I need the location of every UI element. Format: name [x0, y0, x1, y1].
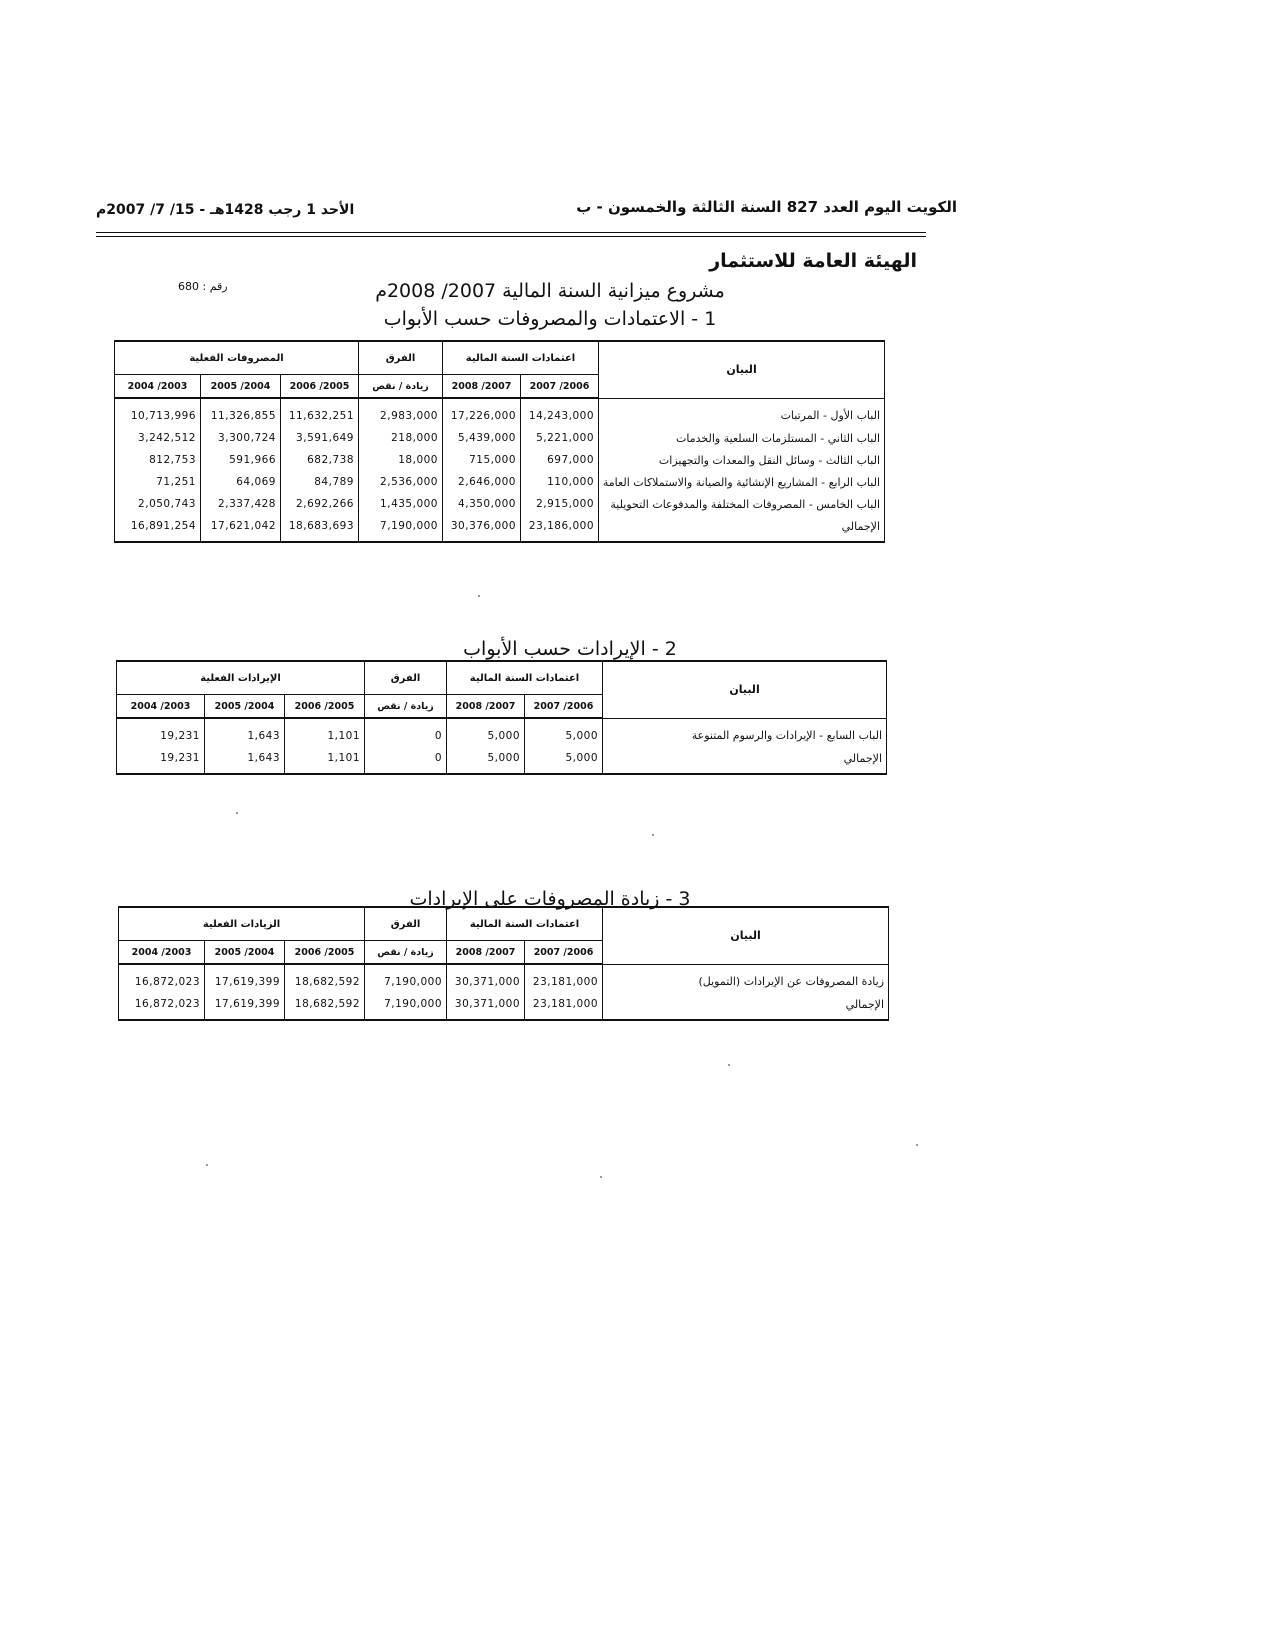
- table-cell: 5,000: [525, 747, 603, 774]
- table-cell: 2,646,000: [443, 471, 521, 493]
- header-rule-thin: [96, 236, 926, 237]
- scan-speck: [236, 812, 238, 814]
- table-cell: 715,000: [443, 449, 521, 471]
- table-cell: 1,435,000: [359, 493, 443, 515]
- table-cell: 1,101: [285, 718, 365, 747]
- table-cell: 2,692,266: [281, 493, 359, 515]
- column-subheader: 2006 /2005: [285, 695, 365, 719]
- column-subheader: 2006 /2005: [285, 941, 365, 965]
- table-cell: 3,591,649: [281, 427, 359, 449]
- table-cell: 7,190,000: [365, 964, 447, 993]
- table-row: [117, 747, 887, 774]
- table-cell: 16,872,023: [119, 964, 205, 993]
- table-cell: 16,872,023: [119, 993, 205, 1020]
- table-cell: 18,682,592: [285, 993, 365, 1020]
- description-header: البيان: [603, 661, 887, 718]
- table-row: [115, 449, 885, 471]
- column-subheader: 2007 /2006: [525, 941, 603, 965]
- table-cell: 2,915,000: [521, 493, 599, 515]
- row-label: الإجمالي: [599, 515, 885, 542]
- table-row: [115, 427, 885, 449]
- column-subheader: زيادة / نقص: [365, 695, 447, 719]
- table-cell: 7,190,000: [359, 515, 443, 542]
- row-label: الباب الخامس - المصروفات المختلفة والمدفوعات التحويلية: [599, 493, 885, 515]
- agency-name: الهيئة العامة للاستثمار: [709, 250, 917, 272]
- table-cell: 218,000: [359, 427, 443, 449]
- actual-surplus-header: الزيادات الفعلية: [119, 907, 365, 941]
- table-cell: 3,242,512: [115, 427, 201, 449]
- surplus-table: [118, 906, 889, 1021]
- table-cell: 812,753: [115, 449, 201, 471]
- table-cell: 19,231: [117, 747, 205, 774]
- table-cell: 11,326,855: [201, 398, 281, 427]
- table-cell: 23,181,000: [525, 993, 603, 1020]
- newspaper-header-issue: الكويت اليوم العدد 827 السنة الثالثة والخمسون - ب: [576, 198, 957, 216]
- table-cell: 18,683,693: [281, 515, 359, 542]
- scan-speck: [478, 595, 480, 597]
- scan-speck: [728, 1064, 730, 1066]
- table-cell: 30,371,000: [447, 993, 525, 1020]
- table-cell: 1,101: [285, 747, 365, 774]
- revenues-table: [116, 660, 887, 775]
- section2-title: 2 - الإيرادات حسب الأبواب: [463, 638, 677, 660]
- table-cell: 11,632,251: [281, 398, 359, 427]
- column-subheader: 2008 /2007: [447, 695, 525, 719]
- table-cell: 1,643: [205, 718, 285, 747]
- column-subheader: 2005 /2004: [201, 375, 281, 399]
- table-cell: 17,619,399: [205, 964, 285, 993]
- table-row: [115, 493, 885, 515]
- description-header: البيان: [603, 907, 889, 964]
- table-cell: 7,190,000: [365, 993, 447, 1020]
- actual-revenues-header: الإيرادات الفعلية: [117, 661, 365, 695]
- table-row: [117, 718, 887, 747]
- column-subheader: 2005 /2004: [205, 941, 285, 965]
- column-subheader: 2007 /2006: [521, 375, 599, 399]
- appropriations-header: اعتمادات السنة المالية: [447, 661, 603, 695]
- table-cell: 0: [365, 718, 447, 747]
- section1-title: 1 - الاعتمادات والمصروفات حسب الأبواب: [383, 308, 717, 330]
- table-cell: 16,891,254: [115, 515, 201, 542]
- table-cell: 110,000: [521, 471, 599, 493]
- table-row: [115, 471, 885, 493]
- page-title: مشروع ميزانية السنة المالية 2007/ 2008م: [375, 280, 725, 302]
- table-cell: 4,350,000: [443, 493, 521, 515]
- table-row: [115, 515, 885, 542]
- table-cell: 2,536,000: [359, 471, 443, 493]
- difference-header: الفرق: [365, 907, 447, 941]
- column-subheader: 2006 /2005: [281, 375, 359, 399]
- table-cell: 17,619,399: [205, 993, 285, 1020]
- table-cell: 64,069: [201, 471, 281, 493]
- difference-header: الفرق: [359, 341, 443, 375]
- column-subheader: 2004 /2003: [115, 375, 201, 399]
- column-subheader: زيادة / نقص: [365, 941, 447, 965]
- header-rule: [96, 232, 926, 233]
- column-subheader: 2008 /2007: [443, 375, 521, 399]
- column-subheader: زيادة / نقص: [359, 375, 443, 399]
- table-cell: 2,337,428: [201, 493, 281, 515]
- table-cell: 17,226,000: [443, 398, 521, 427]
- table-cell: 23,181,000: [525, 964, 603, 993]
- column-subheader: 2005 /2004: [205, 695, 285, 719]
- table-cell: 5,439,000: [443, 427, 521, 449]
- column-subheader: 2007 /2006: [525, 695, 603, 719]
- table-cell: 18,000: [359, 449, 443, 471]
- table-cell: 14,243,000: [521, 398, 599, 427]
- row-label: الإجمالي: [603, 993, 889, 1020]
- table-cell: 5,000: [447, 747, 525, 774]
- difference-header: الفرق: [365, 661, 447, 695]
- column-subheader: 2004 /2003: [119, 941, 205, 965]
- table-cell: 5,000: [447, 718, 525, 747]
- row-label: الباب الثاني - المستلزمات السلعية والخدمات: [599, 427, 885, 449]
- row-label: الباب الرابع - المشاريع الإنشائية والصيانة والاستملاكات العامة: [599, 471, 885, 493]
- row-label: الباب الثالث - وسائل النقل والمعدات والتجهيزات: [599, 449, 885, 471]
- table-cell: 5,000: [525, 718, 603, 747]
- table-cell: 682,738: [281, 449, 359, 471]
- document-number: رقم : 680: [178, 280, 228, 293]
- scan-speck: [206, 1164, 208, 1166]
- scan-speck: [600, 1176, 602, 1178]
- table-cell: 697,000: [521, 449, 599, 471]
- scan-speck: [652, 834, 654, 836]
- table-cell: 591,966: [201, 449, 281, 471]
- row-label: الباب الأول - المرتبات: [599, 398, 885, 427]
- appropriations-header: اعتمادات السنة المالية: [443, 341, 599, 375]
- table-cell: 3,300,724: [201, 427, 281, 449]
- table-row: [115, 398, 885, 427]
- column-subheader: 2008 /2007: [447, 941, 525, 965]
- table-cell: 18,682,592: [285, 964, 365, 993]
- table-cell: 30,376,000: [443, 515, 521, 542]
- row-label: زيادة المصروفات عن الإيرادات (التمويل): [603, 964, 889, 993]
- table-cell: 30,371,000: [447, 964, 525, 993]
- table-cell: 5,221,000: [521, 427, 599, 449]
- actual-expenditures-header: المصروفات الفعلية: [115, 341, 359, 375]
- table-cell: 71,251: [115, 471, 201, 493]
- description-header: البيان: [599, 341, 885, 398]
- table-cell: 23,186,000: [521, 515, 599, 542]
- table-cell: 2,050,743: [115, 493, 201, 515]
- row-label: الباب السابع - الإيرادات والرسوم المتنوعة: [603, 718, 887, 747]
- table-cell: 0: [365, 747, 447, 774]
- appropriations-header: اعتمادات السنة المالية: [447, 907, 603, 941]
- table-cell: 2,983,000: [359, 398, 443, 427]
- column-subheader: 2004 /2003: [117, 695, 205, 719]
- row-label: الإجمالي: [603, 747, 887, 774]
- expenditures-table: [114, 340, 885, 543]
- table-cell: 84,789: [281, 471, 359, 493]
- table-cell: 17,621,042: [201, 515, 281, 542]
- table-cell: 10,713,996: [115, 398, 201, 427]
- scan-speck: [916, 1144, 918, 1146]
- table-cell: 1,643: [205, 747, 285, 774]
- section3-title: 3 - زيادة المصروفات على الإيرادات: [409, 888, 691, 910]
- table-row: [119, 964, 889, 993]
- table-cell: 19,231: [117, 718, 205, 747]
- table-row: [119, 993, 889, 1020]
- newspaper-header-date: الأحد 1 رجب 1428هـ - 15/ 7/ 2007م: [96, 202, 355, 218]
